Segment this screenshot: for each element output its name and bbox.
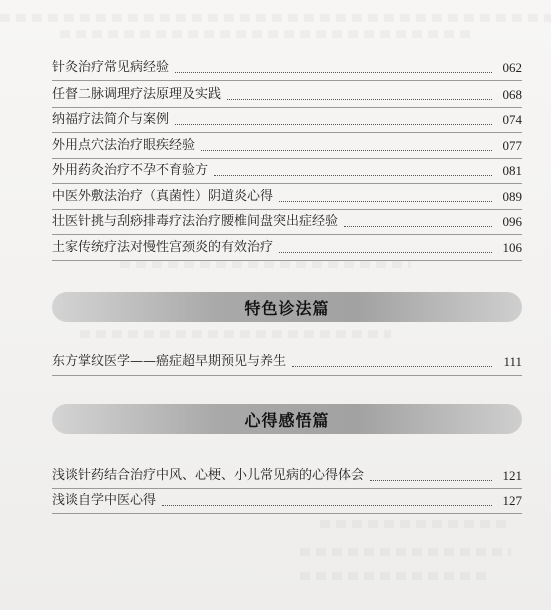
toc-leader-dots [279, 252, 492, 253]
toc-leader-dots [175, 72, 492, 73]
show-through-text [0, 14, 551, 22]
toc-entry-page: 077 [502, 138, 522, 153]
toc-leader-dots [279, 201, 492, 202]
toc-entry[interactable] [52, 161, 522, 181]
toc-entry[interactable] [52, 110, 522, 130]
show-through-text [80, 330, 391, 338]
toc-entry-title: 中医外敷法治疗（真菌性）阴道炎心得 [52, 189, 274, 204]
divider [52, 234, 522, 235]
toc-leader-dots [162, 505, 492, 506]
divider [52, 107, 522, 108]
toc-entry-title: 东方掌纹医学——癌症超早期预见与养生 [52, 354, 287, 369]
toc-entry-page: 062 [502, 60, 522, 75]
toc-entry[interactable] [52, 238, 522, 258]
toc-entry-page: 081 [502, 163, 522, 178]
divider [52, 260, 522, 261]
show-through-text [60, 30, 471, 38]
toc-entry[interactable] [52, 85, 522, 105]
toc-entry-title: 壮医针挑与刮痧排毒疗法治疗腰椎间盘突出症经验 [52, 214, 339, 229]
toc-entry-page: 074 [502, 112, 522, 127]
toc-entry-page: 068 [502, 87, 522, 102]
toc-entry-title: 针灸治疗常见病经验 [52, 60, 170, 75]
divider [52, 80, 522, 81]
toc-entry-page: 111 [503, 354, 522, 369]
toc-entry-page: 127 [502, 493, 522, 508]
show-through-text [300, 548, 511, 556]
toc-entry[interactable] [52, 466, 522, 486]
toc-entry-page: 121 [502, 468, 522, 483]
toc-entry[interactable] [52, 491, 522, 511]
toc-leader-dots [214, 175, 492, 176]
section-heading-bar [52, 404, 522, 434]
toc-entry[interactable] [52, 187, 522, 207]
toc-leader-dots [227, 99, 492, 100]
toc-leader-dots [175, 124, 492, 125]
toc-entry[interactable] [52, 58, 522, 78]
divider [52, 209, 522, 210]
toc-leader-dots [344, 226, 492, 227]
toc-entry[interactable] [52, 212, 522, 232]
divider [52, 183, 522, 184]
divider [52, 158, 522, 159]
toc-entry-title: 浅谈自学中医心得 [52, 493, 157, 508]
toc-entry-page: 096 [502, 214, 522, 229]
toc-entry-title: 土家传统疗法对慢性宫颈炎的有效治疗 [52, 240, 274, 255]
divider [52, 132, 522, 133]
toc-entry-page: 089 [502, 189, 522, 204]
show-through-text [300, 572, 491, 580]
toc-entry[interactable] [52, 352, 522, 372]
toc-leader-dots [292, 366, 492, 367]
show-through-text [320, 520, 511, 528]
toc-entry-title: 外用药灸治疗不孕不育验方 [52, 163, 209, 178]
section-heading: 特色诊法篇 [244, 298, 330, 318]
divider [52, 513, 522, 514]
toc-entry-title: 外用点穴法治疗眼疾经验 [52, 138, 196, 153]
toc-entry-page: 106 [502, 240, 522, 255]
toc-entry-title: 任督二脉调理疗法原理及实践 [52, 87, 222, 102]
toc-leader-dots [370, 480, 492, 481]
divider [52, 375, 522, 376]
toc-entry-title: 纳福疗法简介与案例 [52, 112, 170, 127]
section-heading-bar [52, 292, 522, 322]
toc-entry-title: 浅谈针药结合治疗中风、心梗、小儿常见病的心得体会 [52, 468, 365, 483]
toc-leader-dots [201, 150, 492, 151]
section-heading: 心得感悟篇 [244, 410, 330, 430]
divider [52, 488, 522, 489]
toc-entry[interactable] [52, 136, 522, 156]
show-through-text [120, 260, 411, 268]
